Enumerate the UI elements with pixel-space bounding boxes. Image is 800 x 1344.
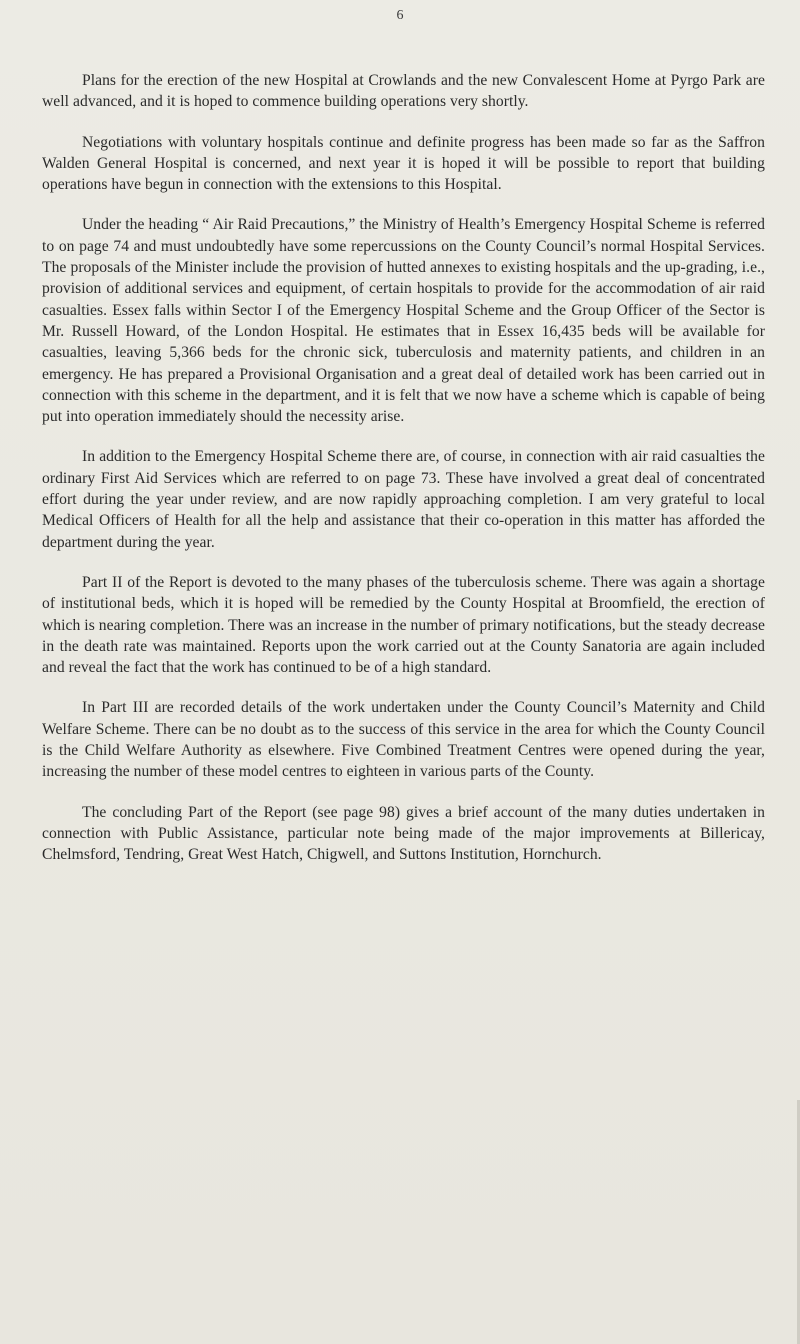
paragraph-first-aid-services: In addition to the Emergency Hospital Scheme there are, of course, in connection with air raid casualties the ordinary First Aid Services which are referred to on page 73. These have involved a great deal of concentrated effort during the year under review, and are now rapidly approaching completion. I am very grateful to local Medical Officers of Health for all the help and assistance that their co-operation in this matter has afforded the department during the year. — [42, 448, 765, 551]
paragraph-air-raid-precautions: Under the heading “ Air Raid Precautions,” the Ministry of Health’s Emergency Hospital Scheme is referred to on page 74 and must undoubtedly have some repercussions on the County Council’s normal Hospital Services. The proposals of the Minister include the provision of hutted annexes to existing hospitals and the up-grading, i.e., provision of additional services and equipment, of certain hospitals to provide for the accommodation of air raid casualties. Essex falls within Sector I of the Emergency Hospital Scheme and the Group Officer of the Sector is Mr. Russell Howard, of the London Hospital. He estimates that in Essex 16,435 beds will be available for casualties, leaving 5,366 beds for the chronic sick, tuberculosis and maternity patients, and children in an emergency. He has prepared a Provisional Organisation and a great deal of detailed work has been carried out in connection with this scheme in the department, and it is felt that we now have a scheme which is capable of being put into operation immediately should the necessity arise. — [42, 216, 765, 426]
page-number: 6 — [396, 8, 404, 23]
paragraph-maternity-child-welfare: In Part III are recorded details of the work undertaken under the County Council’s Maternity and Child Welfare Scheme. There can be no doubt as to the success of this service in the area for which the County Council is the Child Welfare Authority as elsewhere. Five Combined Treatment Centres were opened during the year, increasing the number of these model centres to eighteen in various parts of the County. — [42, 699, 765, 781]
paragraph-tuberculosis-scheme: Part II of the Report is devoted to the many phases of the tuberculosis scheme. There was again a shortage of institutional beds, which it is hoped will be remedied by the County Hospital at Broomfield, the erection of which is nearing completion. There was an increase in the number of primary notifications, but the steady decrease in the death rate was maintained. Reports upon the work carried out at the County Sanatoria are again included and reveal the fact that the work has continued to be of a high standard. — [42, 573, 765, 677]
paragraph-voluntary-hospitals: Negotiations with voluntary hospitals continue and definite progress has been made so far as the Saffron Walden General Hospital is concerned, and next year it is hoped it will be possible to report that building operations have begun in connection with the extensions to this Hospital. — [42, 133, 765, 194]
body-text — [42, 70, 765, 885]
paragraph-hospital-plans: Plans for the erection of the new Hospital at Crowlands and the new Convalescent Home at Pyrgo Park are well advanced, and it is hoped to commence building operations very shortly. — [42, 72, 765, 111]
paragraph-public-assistance: The concluding Part of the Report (see page 98) gives a brief account of the many duties undertaken in connection with Public Assistance, particular note being made of the major improvements at Billericay, Chelmsford, Tendring, Great West Hatch, Chigwell, and Suttons Institution, Hornchurch. — [42, 803, 765, 864]
